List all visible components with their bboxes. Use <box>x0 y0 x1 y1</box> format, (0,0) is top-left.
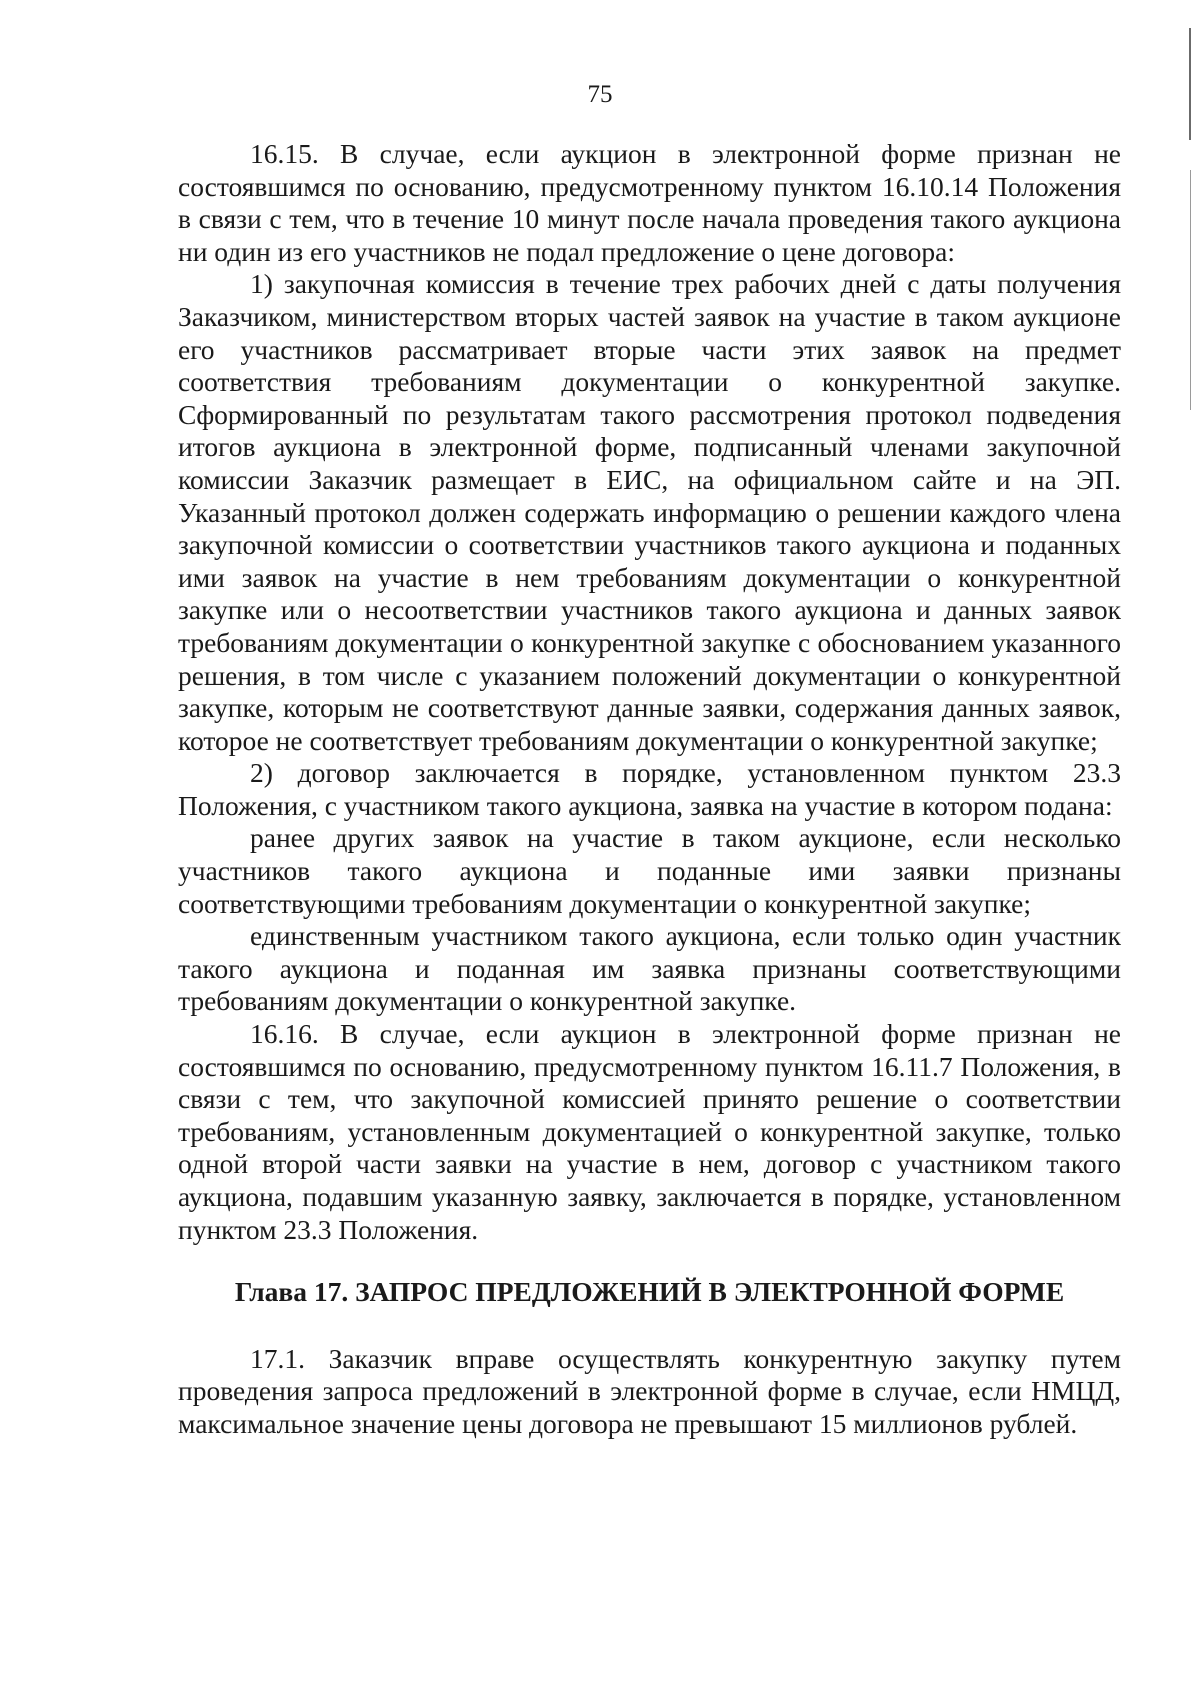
scan-edge-mark-faint <box>1190 170 1191 410</box>
paragraph-17-1: 17.1. Заказчик вправе осуществлять конкурентную закупку путем проведения запроса предложений в электронной форме в случае, если НМЦД, максимальное значение цены договора не превышают 15 миллионов рублей. <box>178 1342 1121 1439</box>
paragraph-single-participant: единственным участником такого аукциона, если только один участник такого аукциона и поданная им заявка признаны соответствующими требованиям документации о конкурентной закупке. <box>178 920 1121 1017</box>
paragraph-16-16: 16.16. В случае, если аукцион в электронной форме признан не состоявшимся по основанию, предусмотренному пунктом 16.11.7 Положения, в связи с тем, что закупочной комиссией принято решение о соответствии требованиям, установленным документацией о конкурентной закупке, только одной второй части заявки на участие в нем, договор с участником такого аукциона, подавшим указанную заявку, заключается в порядке, установленном пунктом 23.3 Положения. <box>178 1018 1121 1245</box>
paragraph-item-2: 2) договор заключается в порядке, установленном пунктом 23.3 Положения, с участником такого аукциона, заявка на участие в котором подана: <box>178 757 1121 821</box>
paragraph-earlier-bids: ранее других заявок на участие в таком аукционе, если несколько участников такого аукциона и поданные ими заявки признаны соответствующими требованиям документации о конкурентной закупке; <box>178 822 1121 919</box>
paragraph-item-1: 1) закупочная комиссия в течение трех рабочих дней с даты получения Заказчиком, министерством вторых частей заявок на участие в таком аукционе его участников рассматривает вторые части этих заявок на предмет соответствия требованиям документации о конкурентной закупке. Сформированный по результатам такого рассмотрения протокол подведения итогов аукциона в электронной форме, подписанный членами закупочной комиссии Заказчик размещает в ЕИС, на официальном сайте и на ЭП. Указанный протокол должен содержать информацию о решении каждого члена закупочной комиссии о соответствии участников такого аукциона и поданных ими заявок на участие в нем требованиям документации о конкурентной закупке или о несоответствии участников такого аукциона и данных заявок требованиям документации о конкурентной закупке с обоснованием указанного решения, в том числе с указанием положений документации о конкурентной закупке, которым не соответствуют данные заявки, содержания данных заявок, которое не соответствует требованиям документации о конкурентной закупке; <box>178 268 1121 756</box>
chapter-title: Глава 17. ЗАПРОС ПРЕДЛОЖЕНИЙ В ЭЛЕКТРОННОЙ ФОРМЕ <box>234 1276 1065 1308</box>
paragraph-16-15: 16.15. В случае, если аукцион в электронной форме признан не состоявшимся по основанию, предусмотренному пунктом 16.10.14 Положения в связи с тем, что в течение 10 минут после начала проведения такого аукциона ни один из его участников не подал предложение о цене договора: <box>178 138 1121 267</box>
document-body <box>178 138 1121 1441</box>
page-number: 75 <box>587 81 613 108</box>
